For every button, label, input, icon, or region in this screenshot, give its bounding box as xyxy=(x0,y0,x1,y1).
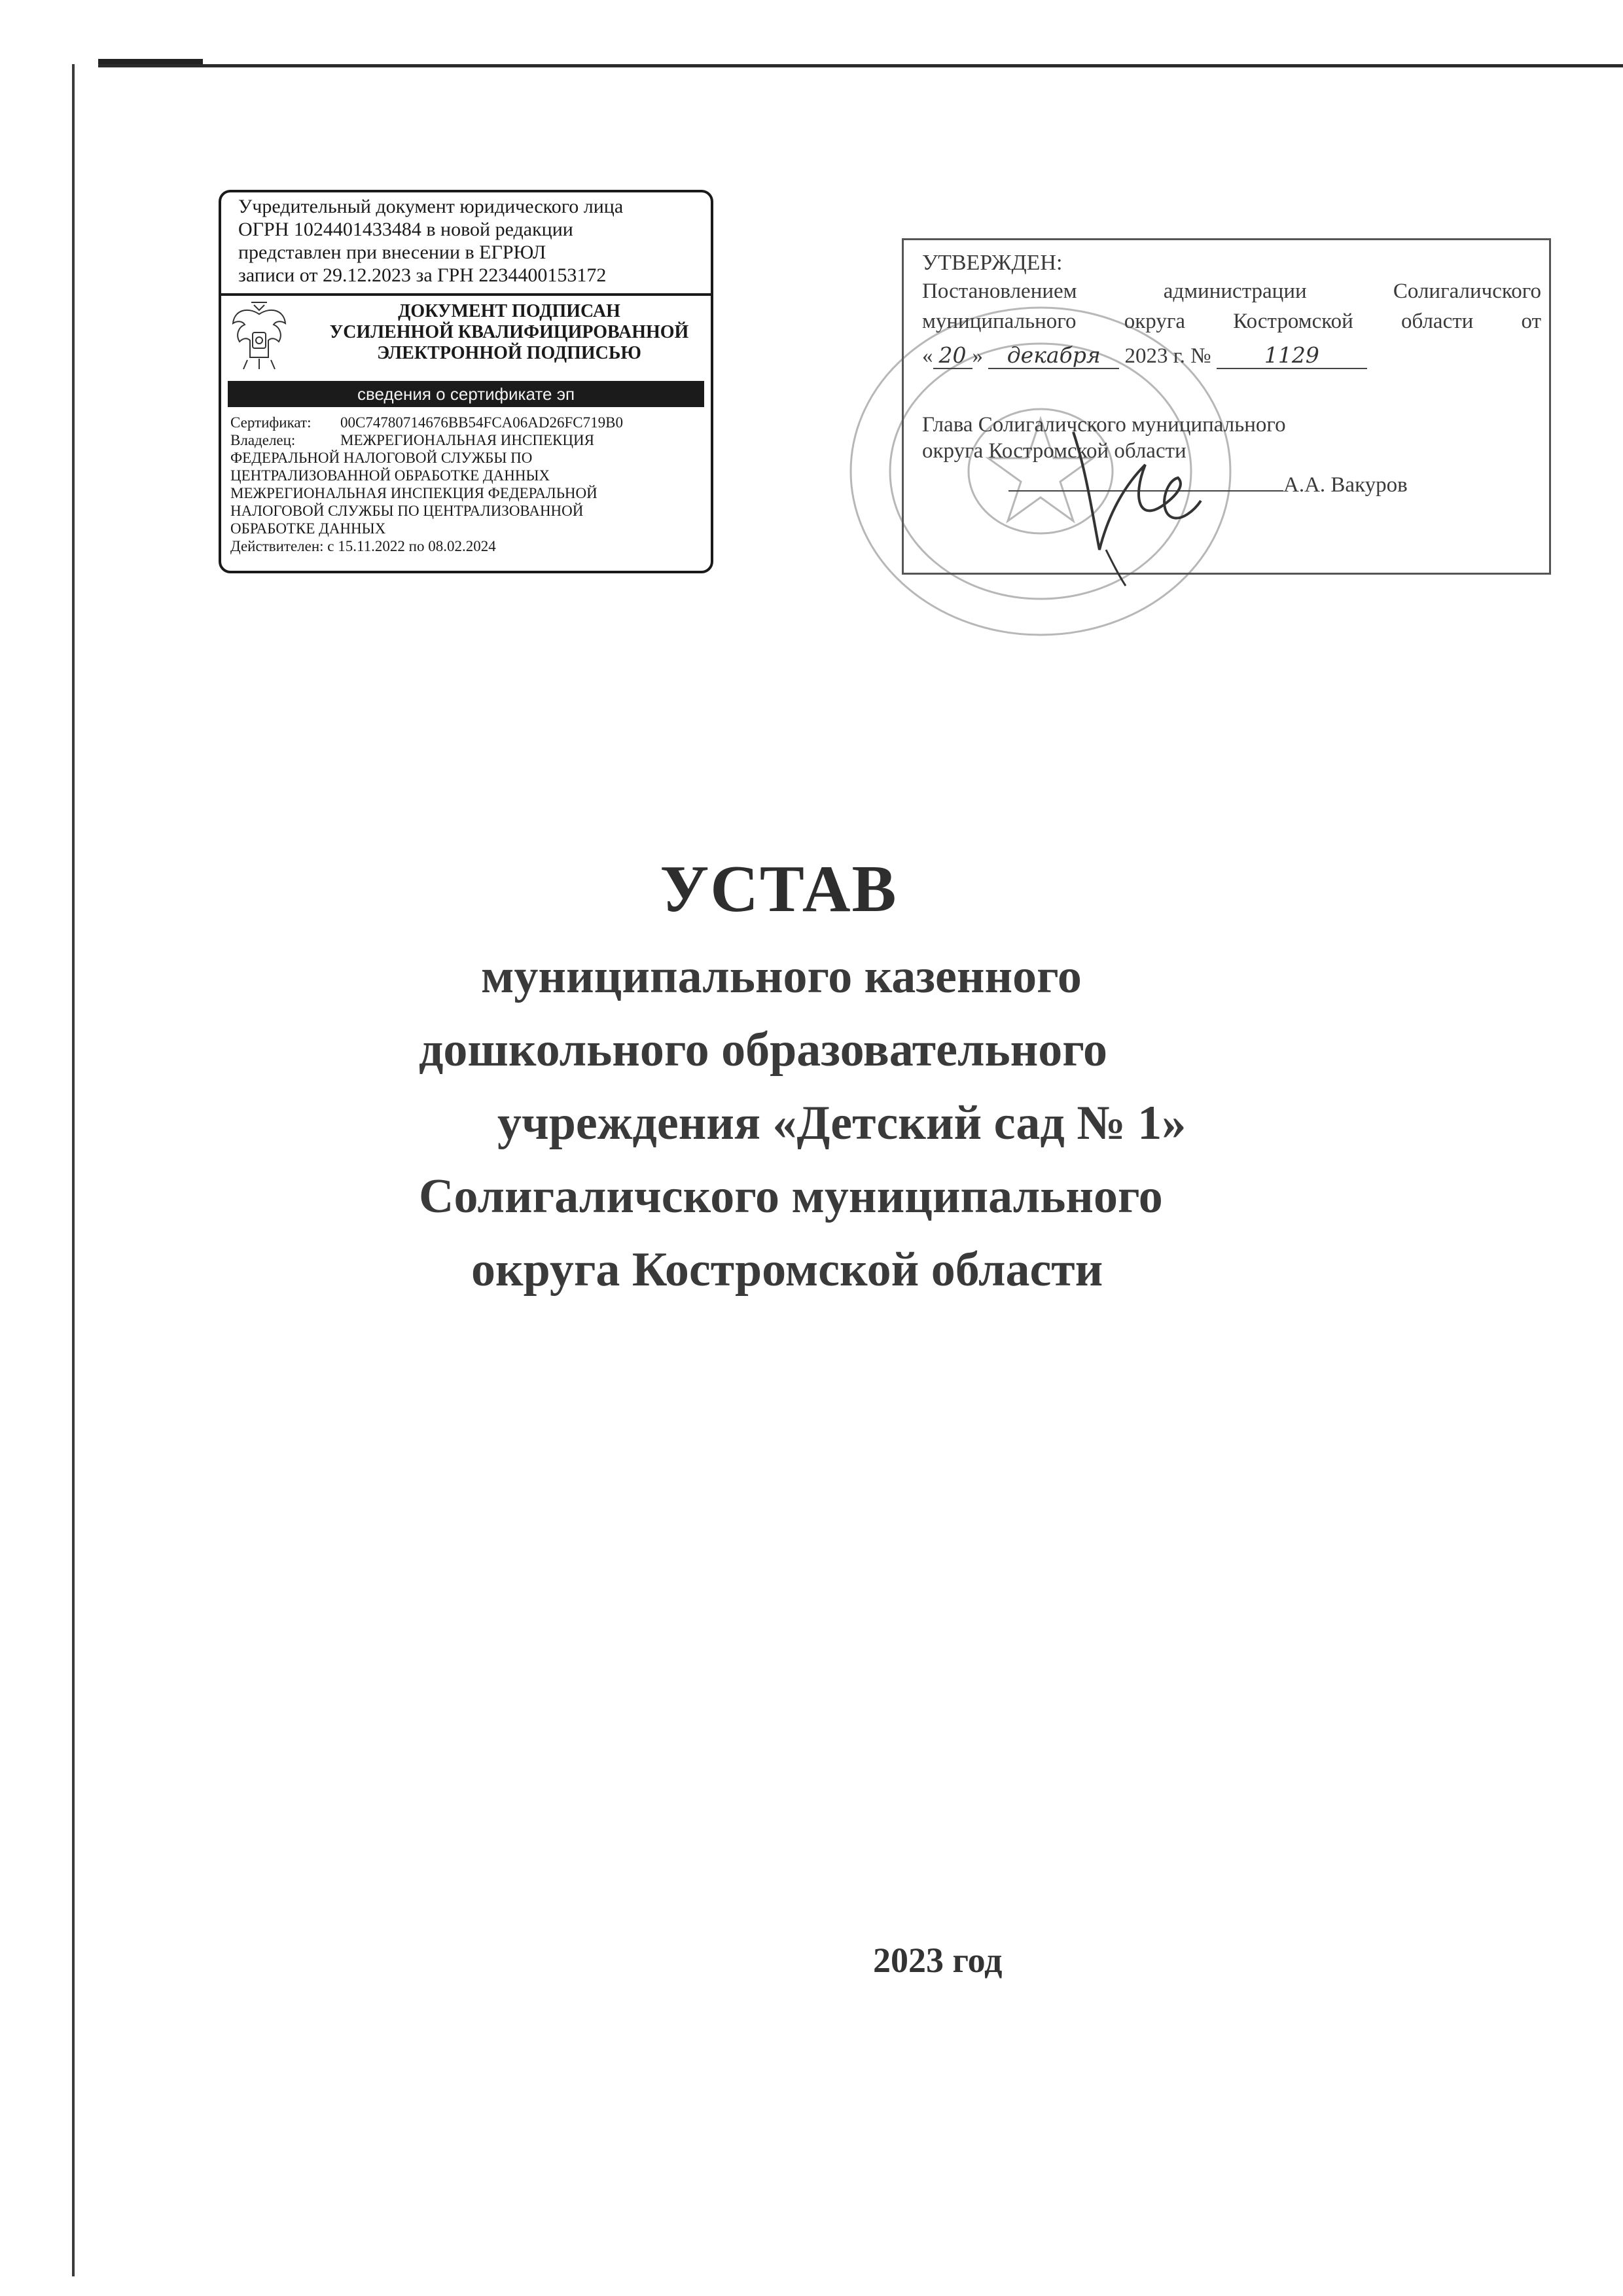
approval-title: УТВЕРЖДЕН: xyxy=(922,251,1063,275)
registration-line: ОГРН 1024401433484 в новой редакции xyxy=(238,219,573,240)
title-line: дошкольного образовательного xyxy=(419,1023,1108,1077)
owner-line: ЦЕНТРАЛИЗОВАННОЙ ОБРАБОТКЕ ДАННЫХ xyxy=(230,467,550,484)
signed-line: УСИЛЕННОЙ КВАЛИФИЦИРОВАННОЙ xyxy=(329,322,689,342)
signature-header xyxy=(221,296,711,381)
number-label: № xyxy=(1190,344,1211,368)
approval-date xyxy=(922,342,1367,369)
scan-edge-top xyxy=(98,64,1623,67)
date-day: 20 xyxy=(933,342,972,369)
scan-edge-left xyxy=(72,64,75,2276)
title-line: учреждения «Детский сад № 1» xyxy=(497,1096,1186,1150)
owner-line: МЕЖРЕГИОНАЛЬНАЯ ИНСПЕКЦИЯ ФЕДЕРАЛЬНОЙ xyxy=(230,485,597,501)
registration-line: представлен при внесении в ЕГРЮЛ xyxy=(238,242,546,263)
date-open-quote: « xyxy=(922,344,933,368)
validity-period: Действителен: с 15.11.2022 по 08.02.2024 xyxy=(230,538,496,554)
registration-line: записи от 29.12.2023 за ГРН 2234400153172 xyxy=(238,264,607,286)
order-number: 1129 xyxy=(1217,342,1367,369)
coat-of-arms-icon xyxy=(228,301,291,373)
head-title-line: Глава Солигаличского муниципального xyxy=(922,413,1286,437)
certificate-number: 00C74780714676BB54FCA06AD26FC719B0 xyxy=(340,414,623,431)
approval-line: муниципального округа Костромской области от xyxy=(922,310,1541,333)
owner-line: НАЛОГОВОЙ СЛУЖБЫ ПО ЦЕНТРАЛИЗОВАННОЙ xyxy=(230,503,584,519)
owner-line: МЕЖРЕГИОНАЛЬНАЯ ИНСПЕКЦИЯ xyxy=(340,432,594,448)
certificate-header-bar: сведения о сертификате эп xyxy=(228,381,704,407)
signed-line: ДОКУМЕНТ ПОДПИСАН xyxy=(398,301,620,321)
approval-block xyxy=(902,238,1551,575)
title-line: Солигаличского муниципального xyxy=(419,1170,1163,1223)
certificate-label: Сертификат: xyxy=(230,414,312,431)
title-main: УСТАВ xyxy=(660,852,898,926)
signed-notice xyxy=(313,301,705,364)
date-month: декабря xyxy=(988,342,1119,369)
owner-line: ФЕДЕРАЛЬНОЙ НАЛОГОВОЙ СЛУЖБЫ ПО xyxy=(230,450,533,466)
signed-line: ЭЛЕКТРОННОЙ ПОДПИСЬЮ xyxy=(377,343,641,363)
document-year: 2023 год xyxy=(873,1941,1003,1980)
handwritten-signature-icon xyxy=(1047,419,1204,589)
registration-info xyxy=(221,192,711,296)
title-line: округа Костромской области xyxy=(471,1243,1103,1297)
signatory-name: А.А. Вакуров xyxy=(1283,473,1408,497)
approval-line: Постановлением администрации Солигаличского xyxy=(922,279,1541,303)
registration-stamp xyxy=(219,190,713,573)
certificate-details xyxy=(221,407,711,555)
owner-label: Владелец: xyxy=(230,432,296,448)
head-title-line: округа Костромской области xyxy=(922,439,1186,463)
date-close-quote: » xyxy=(972,344,983,368)
title-line: муниципального казенного xyxy=(481,950,1082,1003)
registration-line: Учредительный документ юридического лица xyxy=(238,196,624,217)
owner-line: ОБРАБОТКЕ ДАННЫХ xyxy=(230,520,386,537)
date-year: 2023 г. xyxy=(1124,344,1185,368)
